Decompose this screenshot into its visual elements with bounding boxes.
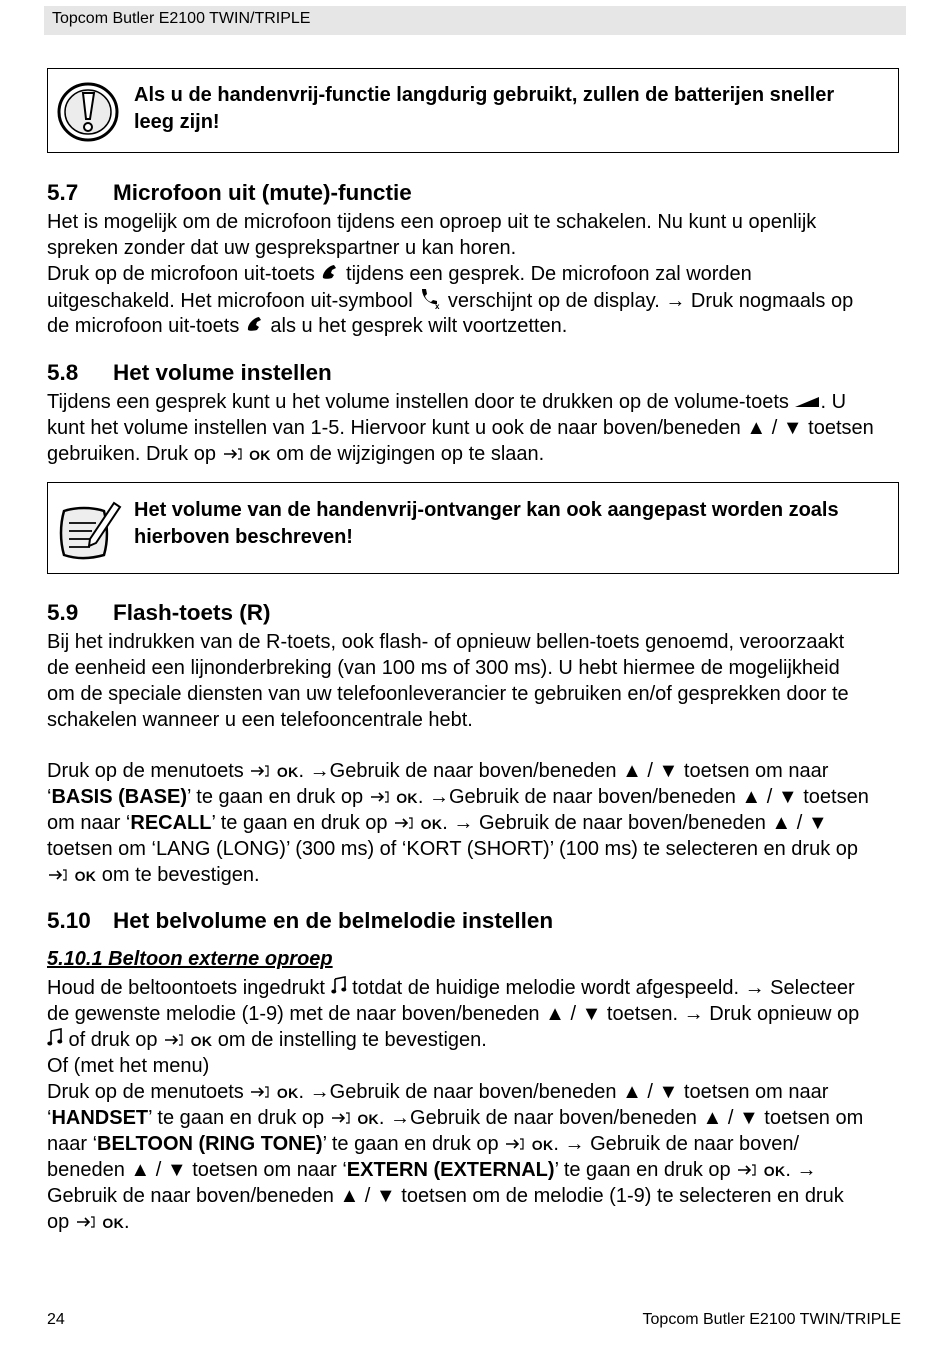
text-line: Of (met het menu) xyxy=(47,1055,210,1077)
mute-key-icon xyxy=(320,262,340,288)
text-span: Tijdens een gesprek kunt u het volume instellen door te drukken op de volume-toets xyxy=(47,391,795,413)
ok-key-label: OK xyxy=(249,447,271,463)
text-span: Druk nogmaals op xyxy=(685,289,854,312)
text-span: Druk op de microfoon uit-toets xyxy=(47,263,321,285)
ok-key-label: OK xyxy=(190,1033,213,1049)
ok-key-label: OK xyxy=(276,764,299,780)
text-span: gebruiken. Druk op xyxy=(47,443,222,465)
text-line xyxy=(47,389,907,415)
ok-arrow-icon xyxy=(736,1158,758,1184)
text-span: ‘ xyxy=(47,1107,52,1129)
text-span: . xyxy=(442,812,454,834)
ok-key-label: OK xyxy=(74,868,97,884)
tip-note xyxy=(47,482,899,574)
section-number: 5.10 xyxy=(47,908,91,933)
text-span: Druk opnieuw op xyxy=(703,1003,860,1025)
text-span: . xyxy=(298,760,310,782)
text-span: . xyxy=(785,1159,797,1181)
text-span: om de instelling te bevestigen. xyxy=(212,1029,487,1051)
text-span: Selecteer xyxy=(764,977,855,999)
ok-arrow-icon xyxy=(222,442,244,468)
arrow-icon: → xyxy=(564,1133,585,1155)
text-line: Het is mogelijk om de microfoon tijdens een oproep uit te schakelen. Nu kunt u openlijk xyxy=(47,211,817,233)
ok-arrow-icon xyxy=(47,863,69,889)
text-span: ’ te gaan en druk op xyxy=(148,1107,330,1129)
text-line xyxy=(47,1131,907,1157)
text-line: Gebruik de naar boven/beneden ▲ / ▼ toetsen om de melodie (1-9) te selecteren en druk xyxy=(47,1185,844,1207)
ok-key-label: OK xyxy=(420,816,443,832)
warning-line-2: leeg zijn! xyxy=(134,111,220,133)
ok-arrow-icon xyxy=(163,1028,185,1054)
text-span: om naar ‘ xyxy=(47,812,131,834)
section-number: 5.9 xyxy=(47,600,79,625)
text-span: . xyxy=(298,1081,310,1103)
text-line xyxy=(47,287,907,313)
arrow-icon: → xyxy=(390,1107,411,1129)
section-5-7-heading xyxy=(47,180,412,206)
text-span: Gebruik de naar boven/beneden ▲ / ▼ toetsen xyxy=(448,786,869,808)
text-span: tijdens een gesprek. De microfoon zal worden xyxy=(340,263,752,285)
text-line xyxy=(47,1027,907,1053)
arrow-icon: → xyxy=(309,760,330,782)
text-line xyxy=(47,1157,907,1183)
text-span: Gebruik de naar boven/beneden ▲ / ▼ toetsen om naar xyxy=(329,1081,829,1103)
text-span: Houd de beltoontoets ingedrukt xyxy=(47,977,331,999)
text-span: ’ te gaan en druk op xyxy=(211,812,394,834)
menu-option-handset: HANDSET xyxy=(51,1107,149,1129)
text-span: ’ te gaan en druk op xyxy=(322,1133,505,1155)
text-line xyxy=(47,261,907,287)
ok-key-label: OK xyxy=(396,790,418,806)
mute-key-icon xyxy=(245,314,265,340)
tip-line-1: Het volume van de handenvrij-ontvanger kan ook aangepast worden zoals xyxy=(134,499,839,521)
text-line xyxy=(47,313,907,339)
arrow-icon: → xyxy=(309,1081,330,1103)
text-span: verschijnt op de display. xyxy=(442,289,666,312)
text-line xyxy=(47,758,907,784)
text-span: Gebruik de naar boven/ xyxy=(584,1133,800,1155)
text-line xyxy=(47,784,907,810)
text-line: Bij het indrukken van de R-toets, ook flash- of opnieuw bellen-toets genoemd, veroorzaakt xyxy=(47,631,845,653)
section-title: Het volume instellen xyxy=(113,360,332,385)
arrow-icon: → xyxy=(683,1003,704,1025)
text-line: spreken zonder dat uw gesprekspartner u kan horen. xyxy=(47,237,517,259)
text-span: totdat de huidige melodie wordt afgespeeld. xyxy=(346,977,745,999)
menu-option-basis: BASIS (BASE) xyxy=(51,786,188,808)
text-span: ’ te gaan en druk op xyxy=(554,1159,737,1181)
text-span: Gebruik de naar boven/beneden ▲ / ▼ toetsen om naar xyxy=(329,760,829,782)
section-number: 5.8 xyxy=(47,360,79,385)
ok-arrow-icon xyxy=(393,811,415,837)
ok-arrow-icon xyxy=(249,1080,271,1106)
menu-option-extern: EXTERN (EXTERNAL) xyxy=(346,1159,555,1181)
ok-arrow-icon xyxy=(75,1210,97,1236)
text-line xyxy=(47,975,907,1001)
text-span: uitgeschakeld. Het microfoon uit-symbool xyxy=(47,289,419,312)
ok-key-label: OK xyxy=(531,1137,554,1153)
text-span: Druk op de menutoets xyxy=(47,760,250,782)
page-number: 24 xyxy=(47,1311,65,1328)
ok-arrow-icon xyxy=(330,1106,352,1132)
text-span: . U xyxy=(820,391,847,413)
text-span: . xyxy=(378,1107,391,1129)
text-line: om de speciale diensten van uw telefoonleverancier te gebruiken en/of gesprekken door te xyxy=(47,683,849,705)
tip-line-2: hierboven beschreven! xyxy=(134,526,353,548)
text-span: op xyxy=(47,1211,75,1233)
ok-arrow-icon xyxy=(504,1132,526,1158)
text-span: ‘ xyxy=(47,786,52,808)
arrow-icon: → xyxy=(453,812,474,834)
warning-note xyxy=(47,68,899,153)
header-title: Topcom Butler E2100 TWIN/TRIPLE xyxy=(52,10,311,27)
text-span: . xyxy=(553,1133,565,1155)
page-header xyxy=(44,6,906,35)
section-title: Microfoon uit (mute)-functie xyxy=(113,180,412,205)
footer-title: Topcom Butler E2100 TWIN/TRIPLE xyxy=(642,1311,901,1328)
volume-key-icon xyxy=(794,390,820,416)
section-5-10-body xyxy=(47,975,907,1235)
text-span: of druk op xyxy=(63,1029,164,1051)
ok-key-label: OK xyxy=(763,1163,786,1179)
text-span: om te bevestigen. xyxy=(96,864,260,886)
text-line xyxy=(47,1001,907,1027)
text-line xyxy=(47,862,907,888)
ringtone-key-icon xyxy=(331,975,347,1002)
text-line xyxy=(47,441,907,467)
warning-line-1: Als u de handenvrij-functie langdurig gebruikt, zullen de batterijen sneller xyxy=(134,84,835,106)
arrow-icon: → xyxy=(744,977,765,999)
ok-key-label: OK xyxy=(276,1085,299,1101)
section-title: Flash-toets (R) xyxy=(113,600,271,625)
section-5-8-heading xyxy=(47,360,332,386)
arrow-icon: → xyxy=(796,1159,817,1181)
text-span: de gewenste melodie (1-9) met de naar boven/beneden ▲ / ▼ toetsen. xyxy=(47,1003,684,1025)
text-span: Gebruik de naar boven/beneden ▲ / ▼ xyxy=(473,812,828,834)
text-span: ’ te gaan en druk op xyxy=(187,786,369,808)
arrow-icon: → xyxy=(665,289,686,312)
text-span: om de wijzigingen op te slaan. xyxy=(270,443,545,465)
menu-option-beltoon: BELTOON (RING TONE) xyxy=(97,1133,323,1155)
text-span: Druk op de menutoets xyxy=(47,1081,250,1103)
subsection-5-10-1-heading: 5.10.1 Beltoon externe oproep xyxy=(47,948,333,970)
text-span: . xyxy=(417,786,429,808)
ok-key-label: OK xyxy=(102,1215,124,1231)
ok-key-label: OK xyxy=(357,1111,379,1127)
text-span: beneden ▲ / ▼ toetsen om naar ‘ xyxy=(47,1159,347,1181)
text-span: Gebruik de naar boven/beneden ▲ / ▼ toetsen om xyxy=(410,1107,864,1129)
text-span: naar ‘ xyxy=(47,1133,98,1155)
tip-note-text xyxy=(134,497,880,551)
text-line: kunt het volume instellen van 1-5. Hiervoor kunt u ook de naar boven/beneden ▲ / ▼ toetsen xyxy=(47,417,874,439)
section-number: 5.7 xyxy=(47,180,79,205)
section-5-10-heading xyxy=(47,908,553,934)
text-line xyxy=(47,810,907,836)
menu-option-recall: RECALL xyxy=(130,812,212,834)
text-line xyxy=(47,1079,907,1105)
text-span: de microfoon uit-toets xyxy=(47,315,245,337)
text-span: als u het gesprek wilt voortzetten. xyxy=(264,315,568,337)
ok-arrow-icon xyxy=(369,785,391,811)
section-5-9-heading xyxy=(47,600,271,626)
text-line: toetsen om ‘LANG (LONG)’ (300 ms) of ‘KORT (SHORT)’ (100 ms) te selecteren en druk op xyxy=(47,838,859,860)
svg-text:x: x xyxy=(435,302,440,309)
exclamation-icon xyxy=(56,81,120,148)
mute-symbol-icon xyxy=(418,287,442,316)
section-title: Het belvolume en de belmelodie instellen xyxy=(113,908,554,933)
text-span: . xyxy=(123,1211,130,1233)
text-line xyxy=(47,1209,907,1235)
section-5-7-body xyxy=(47,209,907,339)
text-line: de eenheid een lijnonderbreking (van 100 ms of 300 ms). U hebt hiermee de mogelijkheid xyxy=(47,657,840,679)
arrow-icon: → xyxy=(428,786,449,808)
ok-arrow-icon xyxy=(249,759,271,785)
warning-note-text xyxy=(134,82,880,136)
section-5-9-intro xyxy=(47,629,907,733)
text-line: schakelen wanneer u een telefooncentrale hebt. xyxy=(47,709,473,731)
section-5-9-steps xyxy=(47,758,907,888)
pencil-note-icon xyxy=(56,497,124,566)
ringtone-key-icon xyxy=(47,1027,63,1054)
text-line xyxy=(47,1105,907,1131)
section-5-8-body xyxy=(47,389,907,467)
